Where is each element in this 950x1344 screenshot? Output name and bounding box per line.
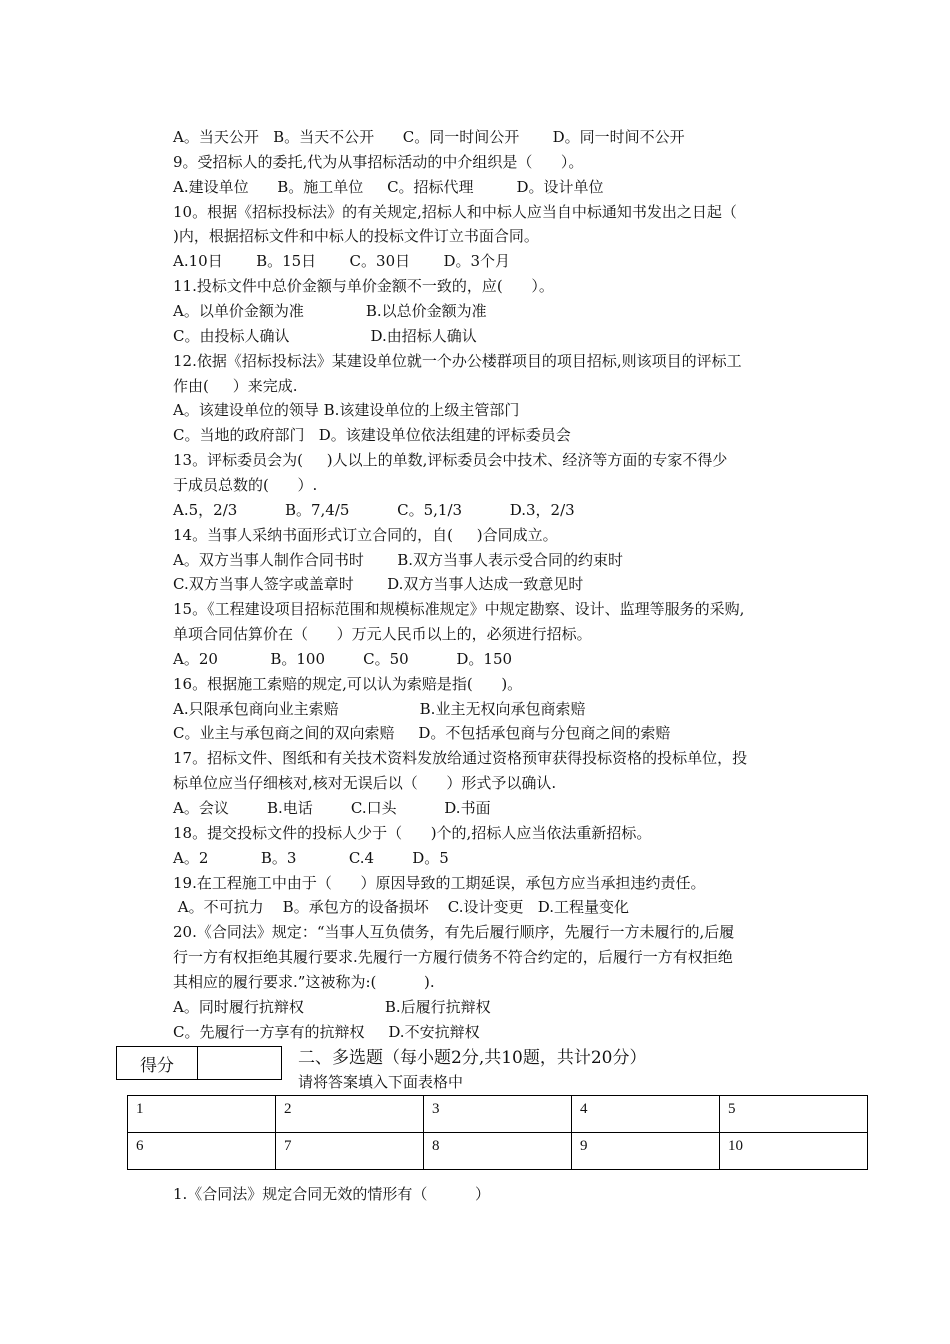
question-line: 作由( ）来完成. [173, 376, 298, 395]
question-line: 标单位应当仔细核对,核对无误后以（ ）形式予以确认. [173, 774, 557, 793]
question-line: A。当天公开 B。当天不公开 C。同一时间公开 D。同一时间不公开 [173, 128, 685, 146]
section-title: 二、多选题（每小题2分,共10题，共计20分） [298, 1048, 647, 1068]
answer-cell: 7 [276, 1133, 424, 1170]
answer-cell: 10 [720, 1133, 868, 1170]
question-line: A.建设单位 B。施工单位 C。招标代理 D。设计单位 [173, 177, 604, 196]
question-line: 13。评标委员会为( )人以上的单数,评标委员会中技术、经济等方面的专家不得少 [173, 451, 728, 470]
question-line: )内，根据招标文件和中标人的投标文件订立书面合同。 [173, 227, 539, 246]
question-line: C。业主与承包商之间的双向索赔 D。不包括承包商与分包商之间的索赔 [173, 724, 671, 743]
question-line: A。以单价金额为准 B.以总价金额为准 [173, 302, 487, 320]
answer-cell: 9 [572, 1133, 720, 1170]
section-instruction: 请将答案填入下面表格中 [298, 1073, 464, 1091]
question-line: 11.投标文件中总价金额与单价金额不一致的，应( ）。 [173, 277, 554, 296]
answer-cell: 4 [572, 1096, 720, 1133]
question-line: 16。根据施工索赔的规定,可以认为索赔是指( )。 [173, 674, 523, 693]
question-line: 14。当事人采纳书面形式订立合同的，自( )合同成立。 [173, 525, 558, 544]
question-line: 20.《合同法》规定：“当事人互负债务，有先后履行顺序，先履行一方未履行的,后履 [173, 923, 735, 942]
question-line: 单项合同估算价在（ ）万元人民币以上的，必须进行招标。 [173, 625, 592, 643]
score-box [116, 1046, 282, 1080]
question-line: A。同时履行抗辩权 B.后履行抗辩权 [173, 997, 491, 1016]
question-line: A。该建设单位的领导 B.该建设单位的上级主管部门 [173, 401, 520, 420]
answer-table-row [128, 1133, 868, 1170]
question-line: 其相应的履行要求.”这被称为:( ). [173, 972, 435, 991]
question-line: 9。受招标人的委托,代为从事招标活动的中介组织是（ ）。 [173, 152, 584, 171]
question-line: A。双方当事人制作合同书时 B.双方当事人表示受合同的约束时 [173, 550, 624, 569]
question-line: C。当地的政府部门 D。该建设单位依法组建的评标委员会 [173, 426, 571, 445]
question-line: A.10日 B。15日 C。30日 D。3个月 [173, 252, 511, 271]
question-line: 于成员总数的( ）. [173, 475, 318, 494]
answer-cell: 5 [720, 1096, 868, 1133]
question-line: 17。招标文件、图纸和有关技术资料发放给通过资格预审获得投标资格的投标单位，投 [173, 749, 748, 768]
score-value-cell [198, 1047, 281, 1079]
answer-cell: 3 [424, 1096, 572, 1133]
question-line: C.双方当事人签字或盖章时 D.双方当事人达成一致意见时 [173, 575, 584, 594]
answer-table [127, 1095, 868, 1170]
question-line: 12.依据《招标投标法》某建设单位就一个办公楼群项目的项目招标,则该项目的评标工 [173, 351, 742, 370]
answer-cell: 1 [128, 1096, 276, 1133]
answer-cell: 6 [128, 1133, 276, 1170]
question-line: 10。根据《招标投标法》的有关规定,招标人和中标人应当自中标通知书发出之日起（ [173, 202, 737, 221]
question-line: C。先履行一方享有的抗辩权 D.不安抗辩权 [173, 1022, 480, 1041]
answer-cell: 2 [276, 1096, 424, 1133]
question-line: A.5，2/3 B。7,4/5 C。5,1/3 D.3，2/3 [173, 500, 575, 519]
question-line: A。2 B。3 C.4 D。5 [173, 848, 449, 867]
question-line: A。会议 B.电话 C.口头 D.书面 [173, 799, 491, 817]
question-line: 18。提交投标文件的投标人少于（ )个的,招标人应当依法重新招标。 [173, 823, 652, 842]
question-line: 行一方有权拒绝其履行要求.先履行一方履行债务不符合约定的，后履行一方有权拒绝 [173, 948, 733, 967]
question-line: 1.《合同法》规定合同无效的情形有（ ） [173, 1185, 490, 1203]
question-line: 19.在工程施工中由于（ ）原因导致的工期延误，承包方应当承担违约责任。 [173, 873, 706, 892]
question-line: 15。《工程建设项目招标范围和规模标准规定》中规定勘察、设计、监理等服务的采购, [173, 600, 745, 619]
question-line: A.只限承包商向业主索赔 B.业主无权向承包商索赔 [173, 699, 586, 718]
answer-table-row [128, 1096, 868, 1133]
question-line: A。20 B。100 C。50 D。150 [173, 649, 513, 668]
question-line: A。不可抗力 B。承包方的设备损坏 C.设计变更 D.工程量变化 [173, 898, 630, 917]
answer-cell: 8 [424, 1133, 572, 1170]
score-label: 得分 [117, 1047, 198, 1079]
question-line: C。由投标人确认 D.由招标人确认 [173, 326, 477, 345]
